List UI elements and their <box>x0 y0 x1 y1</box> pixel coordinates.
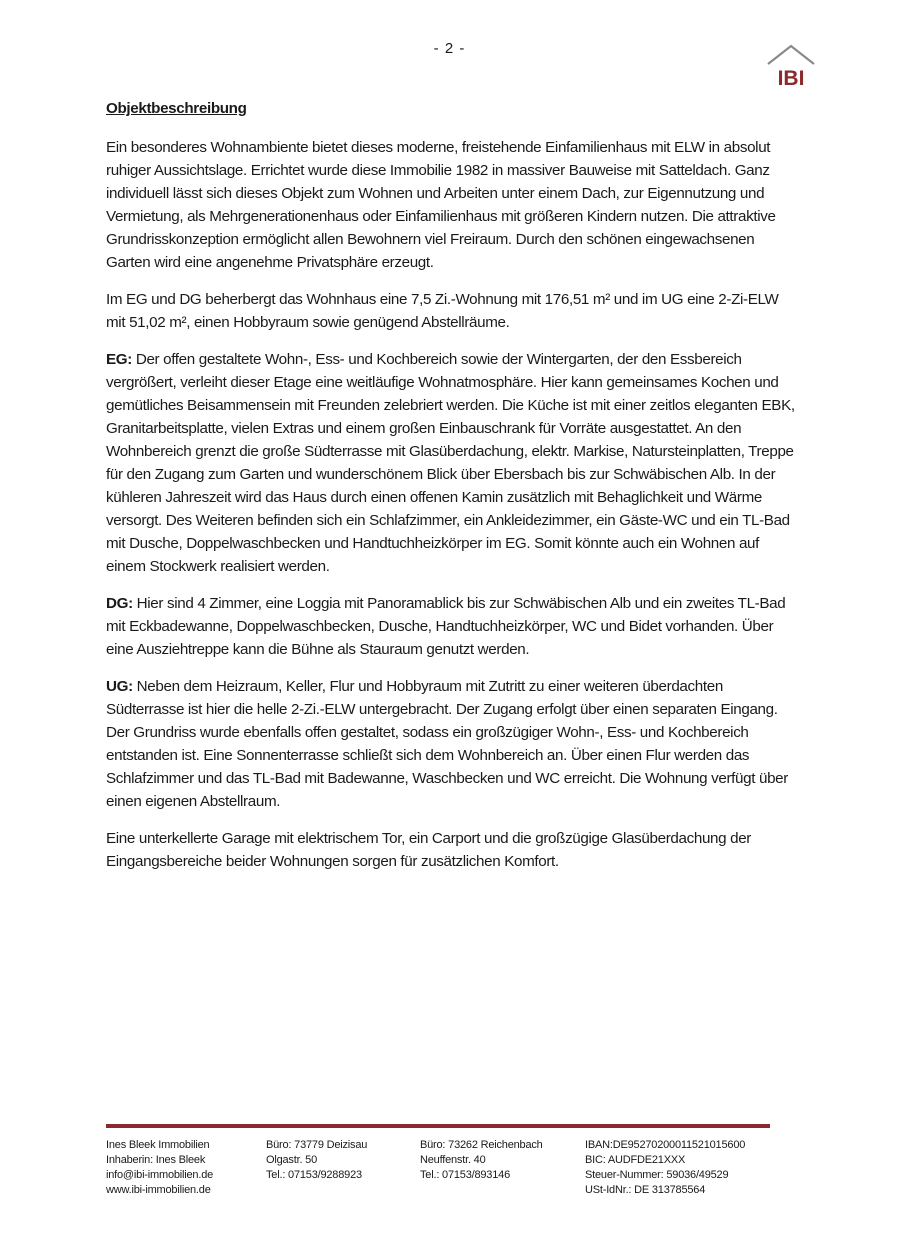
overview-paragraph: Im EG und DG beherbergt das Wohnhaus eine 7,5 Zi.-Wohnung mit 176,51 m² und im UG eine 2-Zi-ELW mit 51,02 m², einen Hobbyraum sowie genügend Abstellräume. <box>106 291 779 331</box>
eg-paragraph <box>106 348 796 578</box>
footer-office2-street: Neuffenstr. 40 <box>420 1154 486 1166</box>
footer-bank <box>585 1138 745 1198</box>
footer-company-name: Ines Bleek Immobilien <box>106 1139 210 1151</box>
dg-label: DG: <box>106 595 133 612</box>
footer-office1-city: Büro: 73779 Deizisau <box>266 1139 368 1151</box>
eg-text: Der offen gestaltete Wohn-, Ess- und Kochbereich sowie der Wintergarten, der den Essbereich vergrößert, verleiht dieser Etage eine weitläufige Wohnatmosphäre. Hier kann gemeinsames Kochen und gemütliches Beisammensein mit Freunden zelebriert werden. Die Küche ist mit einer zeitlos eleganten EBK, Granitarbeitsplatte, vielen Extras und einem großen Einbauschrank für Vorräte ausgestattet. An den Wohnbereich grenzt die große Südterrasse mit Glasüberdachung, elektr. Markise, Natursteinplatten, Treppe für den Zugang zum Garten und wunderschönem Blick über Ebersbach bis zur Schwäbischen Alb. In der kühleren Jahreszeit wird das Haus durch einen offenen Kamin zusätzlich mit Behaglichkeit und Wärme versorgt. Des Weiteren befinden sich ein Schlafzimmer, ein Ankleidezimmer, ein Gäste-WC und ein TL-Bad mit Dusche, Doppelwaschbecken und Handtuchheizkörper im EG. Somit könnte auch ein Wohnen auf einem Stockwerk realisiert werden. <box>106 351 795 575</box>
page-number: - 2 - <box>433 40 466 57</box>
dg-text: Hier sind 4 Zimmer, eine Loggia mit Panoramablick bis zur Schwäbischen Alb und ein zweites TL-Bad mit Eckbadewanne, Doppelwaschbecken, Dusche, Handtuchheizkörper, WC und Bidet vorhanden. Über eine Ausziehtreppe kann die Bühne als Stauraum genutzt werden. <box>106 595 786 658</box>
footer-office-reichenbach <box>420 1138 543 1183</box>
dg-paragraph <box>106 592 796 661</box>
footer-vat-id: USt-IdNr.: DE 313785564 <box>585 1184 706 1196</box>
document-body <box>106 97 796 887</box>
eg-label: EG: <box>106 351 132 368</box>
ug-label: UG: <box>106 678 133 695</box>
footer-office1-street: Olgastr. 50 <box>266 1154 317 1166</box>
footer-email: info@ibi-immobilien.de <box>106 1169 214 1181</box>
intro-paragraph: Ein besonderes Wohnambiente bietet dieses moderne, freistehende Einfamilienhaus mit ELW in absolut ruhiger Aussichtslage. Errichtet wurde diese Immobilie 1982 in massiver Bauweise mit Satteldach. Ganz individuell lässt sich dieses Objekt zum Wohnen und Arbeiten unter einem Dach, zur Eigennutzung und Vermietung, als Mehrgenerationenhaus oder Einfamilienhaus mit größeren Kindern nutzen. Die attraktive Grundrisskonzeption ermöglicht allen Bewohnern viel Freiraum. Durch den schönen eingewachsenen Garten wird eine angenehme Privatsphäre erzeugt. <box>106 139 776 271</box>
company-logo <box>764 42 818 90</box>
house-logo-icon <box>764 42 818 90</box>
footer-company <box>106 1138 213 1198</box>
footer-office1-phone: Tel.: 07153/9288923 <box>266 1169 362 1181</box>
footer-iban: IBAN:DE95270200011521015600 <box>585 1139 746 1151</box>
section-title: Objektbeschreibung <box>106 100 247 117</box>
ug-text: Neben dem Heizraum, Keller, Flur und Hobbyraum mit Zutritt zu einer weiteren überdachten Südterrasse ist hier die helle 2-Zi.-ELW untergebracht. Der Zugang erfolgt über einen separaten Eingang. Der Grundriss wurde ebenfalls offen gestaltet, sodass ein großzügiger Wohn-, Ess- und Kochbereich entstanden ist. Eine Sonnenterrasse schließt sich dem Wohnbereich an. Über einen Flur werden das Schlafzimmer und das TL-Bad mit Badewanne, Waschbecken und WC erreicht. Die Wohnung verfügt über einen eigenen Abstellraum. <box>106 678 788 810</box>
footer-website: www.ibi-immobilien.de <box>106 1184 211 1196</box>
footer-divider <box>106 1124 770 1128</box>
footer-tax-number: Steuer-Nummer: 59036/49529 <box>585 1169 729 1181</box>
ug-paragraph <box>106 675 796 813</box>
footer-office2-city: Büro: 73262 Reichenbach <box>420 1139 543 1151</box>
footer-owner: Inhaberin: Ines Bleek <box>106 1154 206 1166</box>
footer-office-deizisau <box>266 1138 367 1183</box>
logo-text: IBI <box>777 67 805 90</box>
closing-paragraph: Eine unterkellerte Garage mit elektrischem Tor, ein Carport und die großzügige Glasüberdachung der Eingangsbereiche beider Wohnungen sorgen für zusätzlichen Komfort. <box>106 830 752 870</box>
footer-bic: BIC: AUDFDE21XXX <box>585 1154 686 1166</box>
footer-office2-phone: Tel.: 07153/893146 <box>420 1169 510 1181</box>
